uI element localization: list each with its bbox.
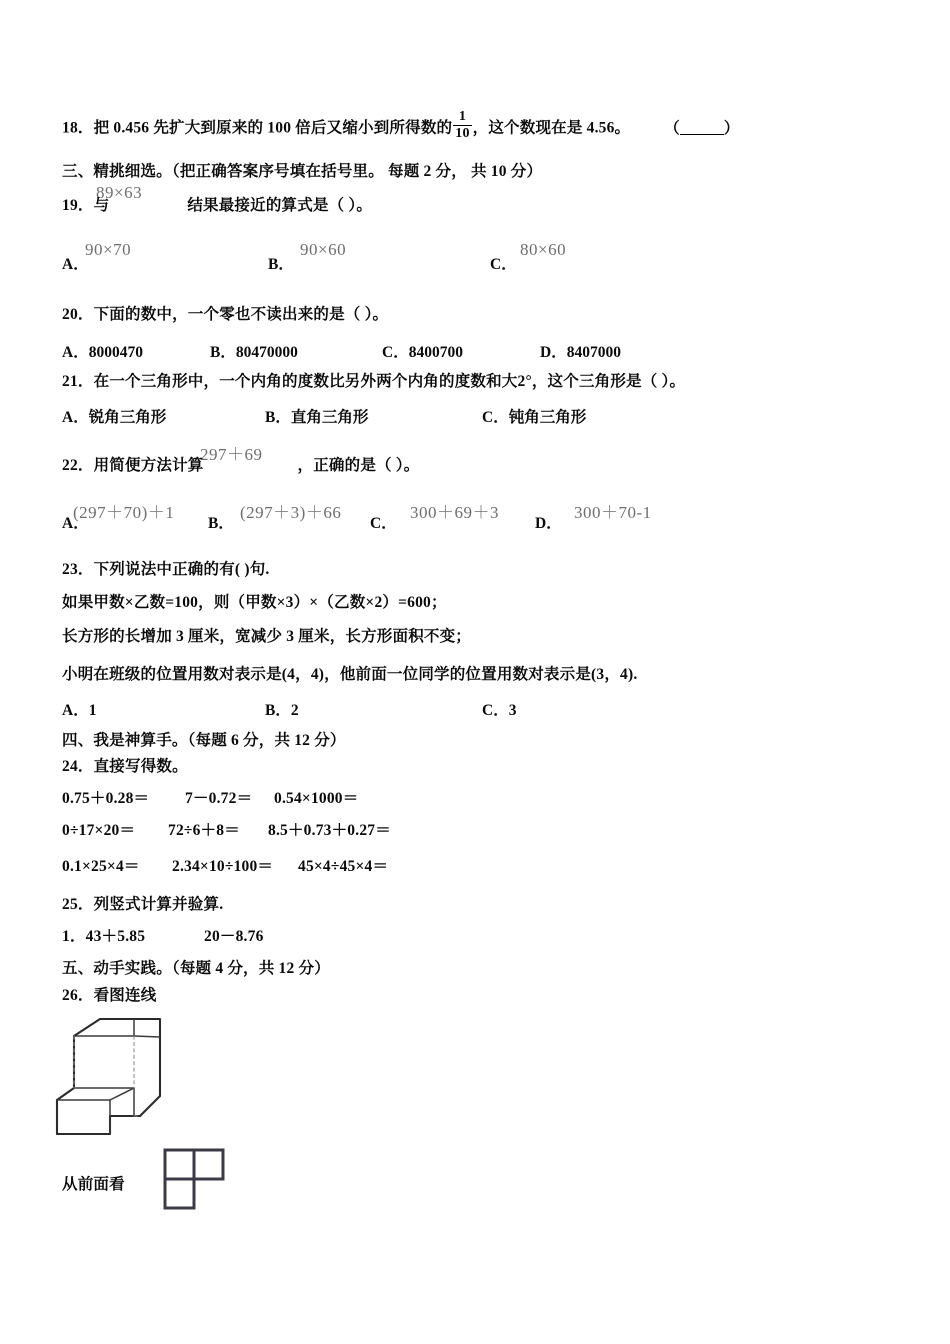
question-23 (62, 560, 269, 579)
question-18 (62, 109, 740, 143)
question-23-option-a[interactable]: A．1 (62, 702, 97, 719)
question-24-row-2-item-2: 72÷6＋8＝ (168, 822, 240, 839)
question-24-row-3-item-3: 45×4÷45×4＝ (298, 858, 389, 875)
question-26-text: 看图连线 (93, 987, 157, 1004)
section-3-heading: 三、精挑细选。（把正确答案序号填在括号里。 每题 2 分， 共 10 分） (62, 163, 543, 180)
question-24 (62, 757, 188, 776)
question-26-view-label: 从前面看 (62, 1176, 125, 1193)
question-19-tail: 结果最接近的算式是（ ）。 (187, 197, 373, 214)
question-19-number: 19． (62, 197, 94, 214)
front-view-grid-figure (162, 1147, 242, 1217)
question-24-row-2-item-3: 8.5＋0.73＋0.27＝ (268, 822, 391, 839)
question-22-option-b-expression[interactable]: (297＋3)＋66 (240, 503, 342, 522)
question-20-option-a[interactable]: A．8000470 (62, 344, 143, 361)
question-21-option-a[interactable]: A．锐角三角形 (62, 409, 167, 426)
question-22-lead: 用简便方法计算 (93, 457, 204, 474)
question-19-option-c-expression[interactable]: 80×60 (520, 240, 567, 259)
question-25-item-2: 20－8.76 (204, 928, 264, 945)
question-24-number: 24． (62, 758, 94, 775)
question-24-row-1-item-1: 0.75＋0.28＝ (62, 790, 150, 807)
question-19-option-b-label[interactable]: B． (268, 256, 294, 273)
question-24-row-2-item-1: 0÷17×20＝ (62, 822, 136, 839)
three-dimensional-solid-figure (48, 1012, 173, 1140)
question-24-row-1-item-3: 0.54×1000＝ (274, 790, 359, 807)
question-23-option-c[interactable]: C．3 (482, 702, 517, 719)
question-21-number: 21． (62, 373, 94, 390)
question-24-row-3-item-1: 0.1×25×4＝ (62, 858, 140, 875)
section-4-heading: 四、我是神算手。（每题 6 分，共 12 分） (62, 732, 346, 749)
question-22-option-d-expression[interactable]: 300＋70‑1 (574, 503, 652, 522)
section-5-heading: 五、动手实践。（每题 4 分，共 12 分） (62, 960, 330, 977)
question-22-option-a-expression[interactable]: (297＋70)＋1 (73, 503, 175, 522)
question-19-option-a-label[interactable]: A． (62, 256, 89, 273)
question-25-item-1: 1．43＋5.85 (62, 928, 146, 945)
question-21-text: 在一个三角形中，一个内角的度数比另外两个内角的度数和大2°，这个三角形是（ ）。 (93, 373, 686, 390)
question-22-option-d-label[interactable]: D． (535, 515, 562, 532)
question-23-text: 下列说法中正确的有( )句. (93, 561, 270, 578)
question-25 (62, 895, 223, 914)
question-18-answer-blank[interactable]: （ ） (664, 119, 740, 137)
question-20-number: 20． (62, 306, 94, 323)
question-21-option-b[interactable]: B．直角三角形 (265, 409, 369, 426)
question-25-number: 25． (62, 896, 94, 913)
question-23-statement-2: 长方形的长增加 3 厘米，宽减少 3 厘米，长方形面积不变； (62, 628, 472, 645)
question-19-lead: 与 (93, 197, 110, 214)
answer-underline (680, 121, 724, 135)
question-22-number: 22． (62, 457, 94, 474)
question-22-option-a-label[interactable]: A． (62, 515, 89, 532)
fraction-denominator: 10 (455, 126, 470, 141)
question-26-number: 26． (62, 987, 94, 1004)
question-23-option-b[interactable]: B．2 (265, 702, 299, 719)
question-20-option-d[interactable]: D．8407000 (540, 344, 621, 361)
question-18-text-b: ，这个数现在是 4.56。 (472, 119, 631, 137)
question-19-expression: 89×63 (96, 183, 143, 202)
question-19 (62, 196, 372, 215)
question-22 (62, 456, 419, 475)
question-22-option-c-expression[interactable]: 300＋69＋3 (410, 503, 499, 522)
question-23-statement-3: 小明在班级的位置用数对表示是(4，4)，他前面一位同学的位置用数对表示是(3，4). (62, 666, 638, 683)
question-22-option-c-label[interactable]: C． (370, 515, 397, 532)
fraction-one-tenth (453, 110, 471, 141)
question-18-text-a: 把 0.456 先扩大到原来的 100 倍后又缩小到所得数的 (93, 119, 453, 137)
question-24-row-1-item-2: 7－0.72＝ (185, 790, 253, 807)
question-24-text: 直接写得数。 (93, 758, 188, 775)
question-22-tail: ，正确的是（ ）。 (297, 457, 420, 474)
question-20 (62, 305, 388, 324)
question-25-text: 列竖式计算并验算. (93, 896, 224, 913)
question-20-text: 下面的数中，一个零也不读出来的是（ ）。 (93, 306, 389, 323)
question-19-option-c-label[interactable]: C． (490, 256, 517, 273)
question-23-statement-1: 如果甲数×乙数=100，则（甲数×3）×（乙数×2）=600； (62, 594, 447, 611)
question-21-option-c[interactable]: C．钝角三角形 (482, 409, 587, 426)
fraction-numerator: 1 (453, 110, 471, 126)
question-21 (62, 372, 685, 391)
question-18-number: 18． (62, 119, 94, 137)
question-20-option-b[interactable]: B．80470000 (210, 344, 298, 361)
question-19-option-b-expression[interactable]: 90×60 (300, 240, 347, 259)
question-23-number: 23． (62, 561, 94, 578)
question-26 (62, 986, 156, 1005)
question-22-option-b-label[interactable]: B． (208, 515, 234, 532)
question-22-expression: 297＋69 (200, 445, 263, 464)
question-20-option-c[interactable]: C．8400700 (382, 344, 463, 361)
question-24-row-3-item-2: 2.34×10÷100＝ (172, 858, 274, 875)
question-19-option-a-expression[interactable]: 90×70 (85, 240, 132, 259)
